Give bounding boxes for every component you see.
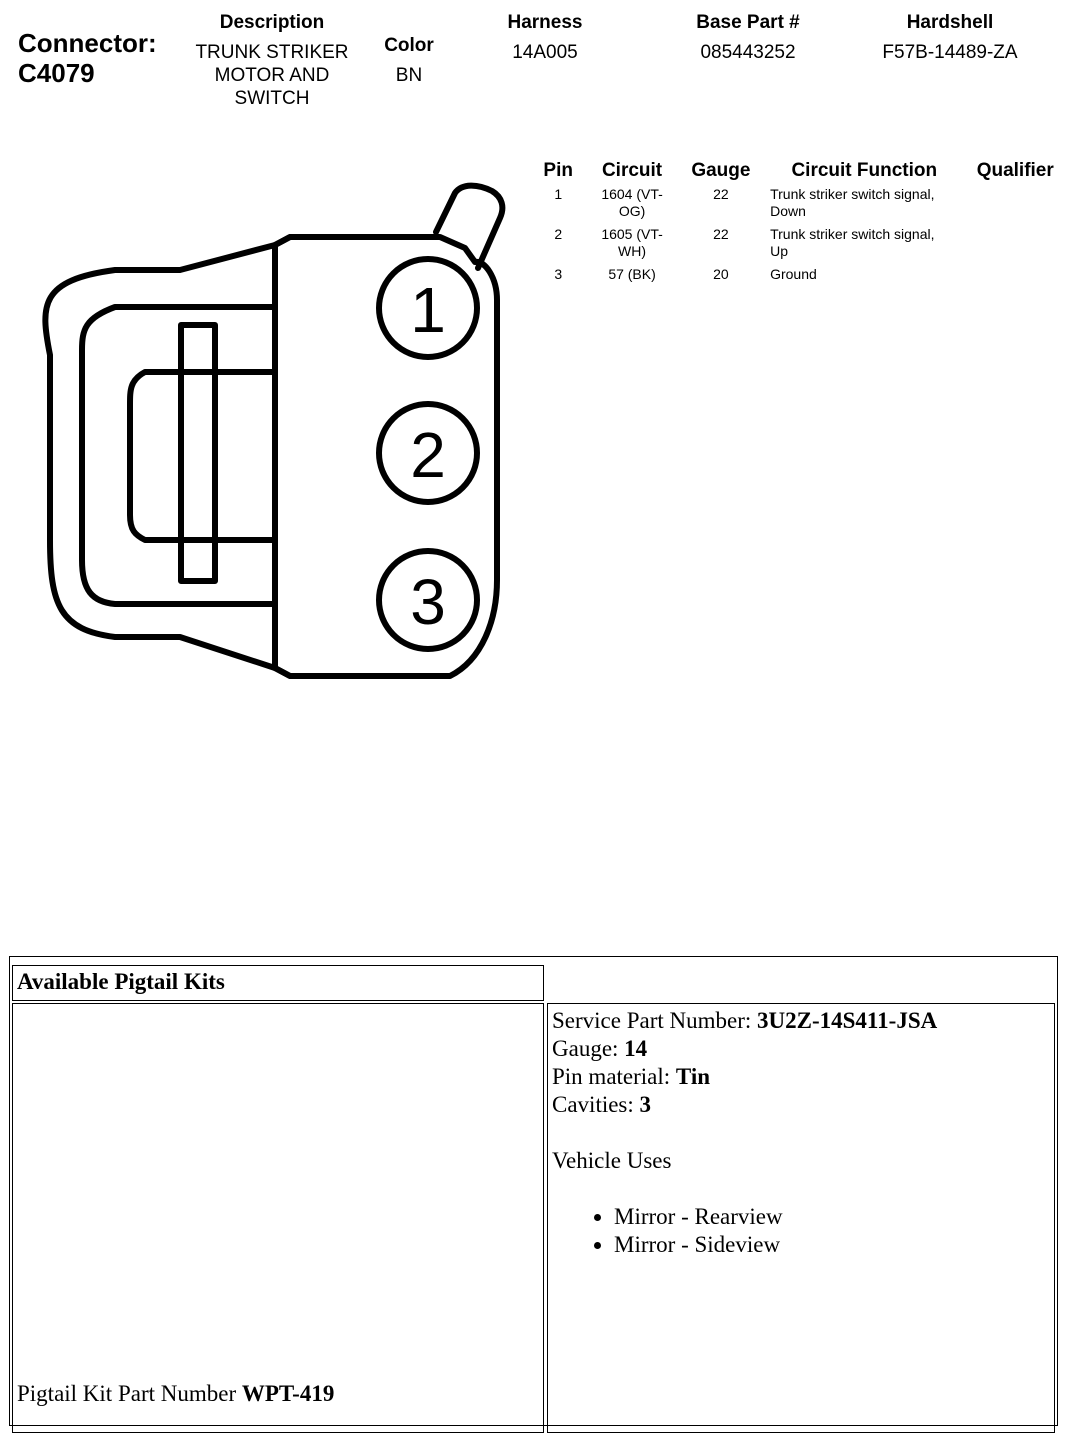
pigtail-kit-part-number <box>17 1381 334 1407</box>
kit-number: WPT-419 <box>241 1381 335 1406</box>
function-cell <box>764 186 964 226</box>
connector-divider <box>275 237 290 245</box>
pin-material <box>552 1063 1050 1091</box>
function-line: Ground <box>770 266 817 282</box>
table-row <box>530 226 1066 266</box>
harness-value: 14A005 <box>512 42 578 63</box>
connector-title <box>18 28 157 88</box>
circuit-line: 1605 (VT- <box>601 226 663 242</box>
base-part-header: Base Part # <box>696 12 800 33</box>
harness-header: Harness <box>507 12 583 33</box>
description-value <box>172 41 372 110</box>
color-value: BN <box>395 65 423 86</box>
gauge-cell: 20 <box>713 266 729 282</box>
list-item: • Mirror - Sideview <box>614 1231 1050 1259</box>
pin-table <box>530 160 1066 289</box>
pin-material-label: Pin material: <box>552 1064 676 1089</box>
pin-2-label: 2 <box>410 419 446 491</box>
service-part-number <box>552 1007 1050 1035</box>
table-row <box>530 186 1066 226</box>
hardshell-value: F57B-14489-ZA <box>882 42 1018 63</box>
col-gauge: Gauge <box>691 160 751 181</box>
pin-cell: 2 <box>554 226 563 242</box>
cavities-value: 3 <box>639 1092 652 1117</box>
pin-cell: 1 <box>554 186 563 202</box>
gauge-cell: 22 <box>713 226 729 242</box>
service-part-value: 3U2Z-14S411-JSA <box>757 1008 938 1033</box>
latch-outline <box>130 372 275 540</box>
connector-label: Connector: <box>18 28 157 58</box>
pigtail-kits-title: Available Pigtail Kits <box>17 969 225 994</box>
circuit-line: OG) <box>618 203 646 219</box>
pin-3-label: 3 <box>410 566 446 638</box>
hardshell-header: Hardshell <box>906 12 994 33</box>
description-header: Description <box>219 12 325 33</box>
circuit-line: 1604 (VT- <box>601 186 663 202</box>
circuit-line: WH) <box>618 243 647 259</box>
circuit-cell <box>586 226 677 266</box>
function-cell <box>764 266 964 289</box>
qualifier-cell <box>964 266 1066 289</box>
base-part-value: 085443252 <box>700 42 796 63</box>
pin-1-label: 1 <box>410 274 446 346</box>
gauge-label: Gauge: <box>552 1036 625 1061</box>
description-line: MOTOR AND <box>214 65 330 86</box>
pin-material-value: Tin <box>675 1064 711 1089</box>
function-line: Down <box>770 203 806 219</box>
description-line: TRUNK STRIKER <box>195 42 349 63</box>
vehicle-uses-list <box>552 1203 1050 1259</box>
function-line: Trunk striker switch signal, <box>770 186 935 202</box>
col-circuit-function: Circuit Function <box>791 160 938 181</box>
pin-table-header-row <box>530 160 1066 186</box>
qualifier-cell <box>964 226 1066 266</box>
connector-id: C4079 <box>18 58 95 88</box>
function-line: Up <box>770 243 788 259</box>
circuit-cell <box>586 186 677 226</box>
cavities-label: Cavities: <box>552 1092 640 1117</box>
kit-gauge <box>552 1035 1050 1063</box>
circuit-line: 57 (BK) <box>608 266 656 282</box>
kit-details <box>552 1007 1050 1259</box>
pigtail-kits-title-cell <box>12 965 544 1001</box>
color-header: Color <box>384 35 434 56</box>
circuit-cell <box>586 266 677 289</box>
function-cell <box>764 226 964 266</box>
qualifier-cell <box>964 186 1066 226</box>
kit-label: Pigtail Kit Part Number <box>17 1381 242 1406</box>
pigtail-kit-image-cell <box>12 1003 544 1433</box>
pin-cell: 3 <box>554 266 563 282</box>
description-line: SWITCH <box>234 88 310 109</box>
cavities <box>552 1091 1050 1119</box>
function-line: Trunk striker switch signal, <box>770 226 935 242</box>
vehicle-uses-label: Vehicle Uses <box>552 1148 672 1173</box>
pigtail-kit-details-cell <box>547 1003 1055 1433</box>
table-row <box>530 266 1066 289</box>
col-qualifier: Qualifier <box>976 160 1054 181</box>
gauge-value: 14 <box>624 1036 648 1061</box>
col-circuit: Circuit <box>601 160 663 181</box>
service-part-label: Service Part Number: <box>552 1008 758 1033</box>
list-item: • Mirror - Rearview <box>614 1203 1050 1231</box>
gauge-cell: 22 <box>713 186 729 202</box>
col-pin: Pin <box>543 160 573 181</box>
connector-face-diagram <box>0 170 520 690</box>
connector-divider <box>275 668 290 676</box>
